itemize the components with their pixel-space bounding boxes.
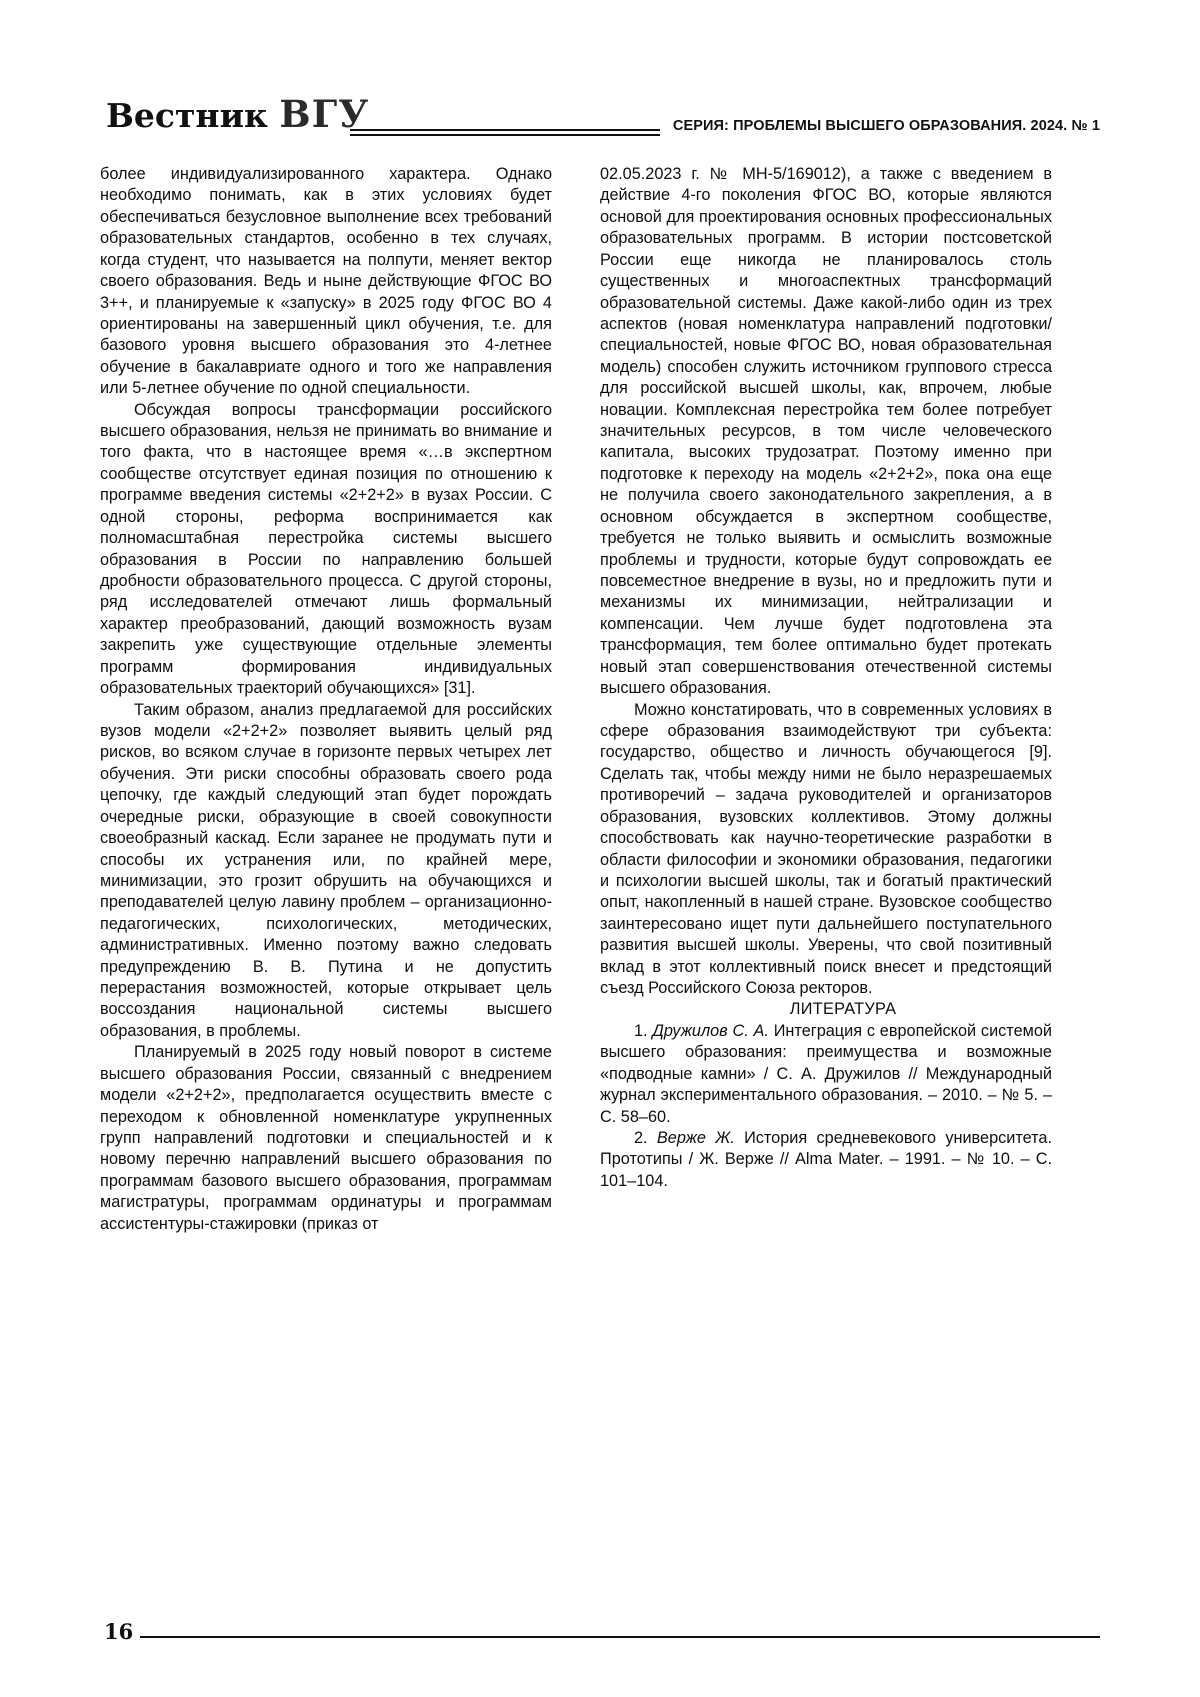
reference-item — [600, 1128, 1052, 1192]
journal-name: Вестник — [106, 96, 268, 135]
reference-number: 2. — [634, 1128, 648, 1147]
journal-abbrev: ВГУ — [279, 92, 370, 136]
reference-text: История средневекового университета. Прототипы / Ж. Верже // Alma Mater. – 1991. – № 10. – С. 101–104. — [600, 1128, 1052, 1190]
left-column — [100, 164, 552, 1235]
paragraph: более индивидуализированного характера. Однако необходимо понимать, как в этих условиях будет обеспечиваться безусловное выполнение всех требований образовательных стандартов, особенно в тех случаях, когда студент, что называется на полпути, меняет вектор своего образования. Ведь и ныне действующие ФГОС ВО 3++, и планируемые к «запуску» в 2025 году ФГОС ВО 4 ориентированы на завершенный цикл обучения, т.е. для базового уровня высшего образования это 4-летнее обучение в бакалавриате одного и того же направления или 5-летнее обучение по одной специальности. — [100, 165, 552, 398]
paragraph: Таким образом, анализ предлагаемой для российских вузов модели «2+2+2» позволяет выявить целый ряд рисков, во всяком случае в горизонте первых четырех лет обучения. Эти риски способны образовать своего рода цепочку, где каждый следующий этап будет порождать очередные риски, образующие в своей совокупности своеобразный каскад. Если заранее не продумать пути и способы их устранения или, по крайней мере, минимизации, это грозит обрушить на обучающихся и преподавателей целую лавину проблем – организационно-педагогических, психологических, методических, административных. Именно поэтому важно следовать предупреждению В. В. Путина и не допустить перерастания возможностей, которые открывает цель воссоздания национальной системы высшего образования, в проблемы. — [100, 700, 552, 1040]
paragraph: Можно констатировать, что в современных условиях в сфере образования взаимодействуют три субъекта: государство, общество и личность обучающегося [9]. Сделать так, чтобы между ними не было неразрешаемых противоречий – задача руководителей и организаторов образования, вузовских коллективов. Этому должны способствовать как научно-теоретические разработки в области философии и экономики образования, педагогики и психологии высшей школы, так и богатый практический опыт, накопленный в нашей стране. Вузовское сообщество заинтересовано ищет пути дальнейшего поступательного развития высшей школы. Уверены, что свой позитивный вклад в этот коллективный поиск внесет и предстоящий съезд Российского Союза ректоров. — [600, 700, 1052, 998]
reference-author: Дружилов С. А. — [652, 1021, 769, 1040]
page-header — [100, 92, 1100, 150]
paragraph: Обсуждая вопросы трансформации российского высшего образования, нельзя не принимать во внимание и того факта, что в настоящее время «…в экспертном сообществе отсутствует единая позиция по отношению к программе введения системы «2+2+2» в вузах России. С одной стороны, реформа воспринимается как полномасштабная перестройка системы высшего образования в России по направлению большей дробности образовательного процесса. С другой стороны, ряд исследователей отмечают лишь формальный характер преобразований, дающий возможность вузам закрепить уже существующие отдельные элементы программ формирования индивидуальных образовательных траекторий обучающихся» [31]. — [100, 400, 552, 698]
paragraph: 02.05.2023 г. № МН-5/169012), а также с введением в действие 4-го поколения ФГОС ВО, которые являются основой для проектирования основных профессиональных образовательных программ. В истории постсоветской России еще никогда не планировалось столь существенных и многоаспектных трансформаций образовательной системы. Даже какой-либо один из трех аспектов (новая номенклатура направлений подготовки/специальностей, новые ФГОС ВО, новая образовательная модель) способен служить источником группового стресса для российской высшей школы, как, впрочем, любые новации. Комплексная перестройка тем более потребует значительных ресурсов, в том числе человеческого капитала, высоких трудозатрат. Поэтому именно при подготовке к переходу на модель «2+2+2», пока она еще не получила своего законодательного закрепления, а в основном обсуждается в экспертном сообществе, требуется не только выявить и осмыслить возможные проблемы и трудности, которые будут сопровождать ее повсеместное внедрение в вузы, но и предложить пути и механизмы их минимизации, нейтрализации и компенсации. Чем лучше будет подготовлена эта трансформация, тем более оптимально будет протекать новый этап совершенствования отечественной системы высшего образования. — [600, 165, 1052, 698]
journal-masthead — [106, 92, 369, 136]
paragraph: Планируемый в 2025 году новый поворот в системе высшего образования России, связанный с внедрением модели «2+2+2», предполагается осуществить вместе с переходом к обновленной номенклатуре укрупненных групп направлений подготовки и специальностей и к новому перечню направлений высшего образования по программам базового высшего образования, программам магистратуры, программам ординатуры и программам ассистентуры-стажировки (приказ от — [100, 1043, 552, 1233]
right-column — [600, 164, 1052, 1235]
page-footer — [100, 1619, 1100, 1649]
reference-text: Интеграция с европейской системой высшего образования: преимущества и возможные «подводные камни» / С. А. Дружилов // Международный журнал экспериментального образования. – 2010. – № 5. – С. 58–60. — [600, 1021, 1052, 1126]
page-number: 16 — [104, 1619, 134, 1644]
footer-rule — [140, 1636, 1100, 1638]
reference-author: Верже Ж. — [656, 1128, 735, 1147]
masthead-rule — [350, 129, 660, 136]
reference-number: 1. — [634, 1021, 648, 1040]
references-heading: ЛИТЕРАТУРА — [789, 1000, 897, 1019]
reference-item — [600, 1021, 1052, 1128]
journal-series-line: СЕРИЯ: ПРОБЛЕМЫ ВЫСШЕГО ОБРАЗОВАНИЯ. 2024. № 1 — [672, 118, 1100, 134]
body-columns — [100, 164, 1100, 1235]
